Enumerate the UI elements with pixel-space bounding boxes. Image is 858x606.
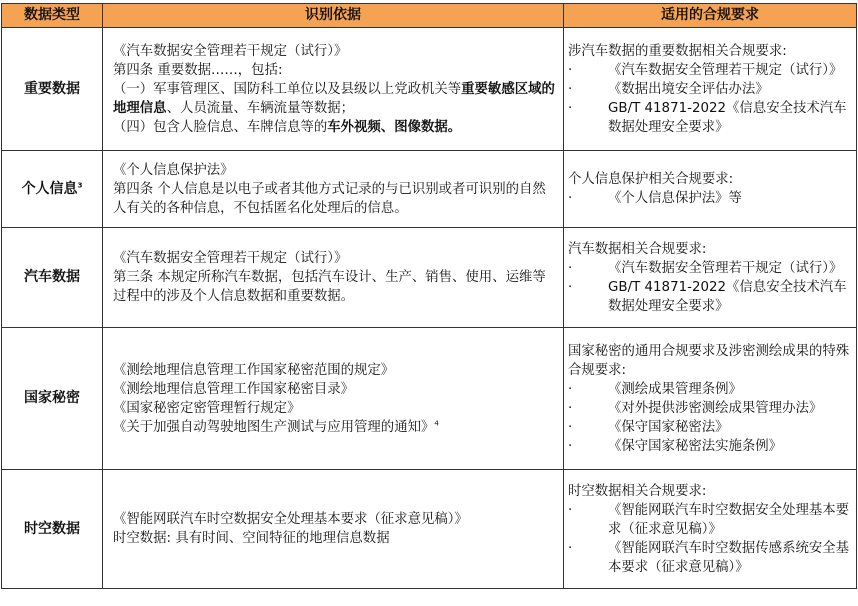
list-item bbox=[568, 61, 852, 80]
requirements-intro: 国家秘密的通用合规要求及涉密测绘成果的特殊合规要求: bbox=[568, 343, 850, 378]
basis-line bbox=[113, 80, 557, 118]
basis-line: 第四条 个人信息是以电子或者其他方式记录的与已识别或者可识别的自然人有关的各种信息，不包括匿名化处理后的信息。 bbox=[113, 181, 546, 216]
requirement-text: GB/T 41871-2022《信息安全技术汽车数据处理安全要求》 bbox=[608, 100, 847, 135]
bullet-icon: · bbox=[568, 502, 573, 518]
data-type-label: 个人信息 bbox=[21, 180, 78, 197]
basis-cell bbox=[103, 228, 564, 328]
bullet-icon: · bbox=[568, 279, 573, 295]
basis-cell bbox=[103, 470, 564, 589]
basis-text: （一）军事管理区、国防科工单位以及县级以上党政机关等 bbox=[113, 81, 462, 97]
table-row bbox=[2, 328, 857, 470]
requirements-cell bbox=[564, 328, 857, 470]
requirement-text: 《测绘成果管理条例》 bbox=[608, 381, 742, 397]
requirements-intro: 时空数据相关合规要求: bbox=[568, 483, 707, 499]
bullet-icon: · bbox=[568, 100, 573, 116]
requirement-text: 《保守国家秘密法》 bbox=[608, 419, 729, 435]
requirement-text: 《汽车数据安全管理若干规定（试行）》 bbox=[608, 62, 843, 78]
requirements-cell bbox=[564, 28, 857, 151]
basis-emphasis: 重要敏感区域的地理信息 bbox=[113, 81, 555, 116]
footnote-ref: 3 bbox=[77, 180, 83, 189]
requirement-text: 《保守国家秘密法实施条例》 bbox=[608, 438, 783, 454]
requirement-text: GB/T 41871-2022《信息安全技术汽车数据处理安全要求》 bbox=[608, 279, 847, 314]
table-row bbox=[2, 470, 857, 589]
basis-line: 《智能网联汽车时空数据安全处理基本要求（征求意见稿）》 bbox=[113, 512, 468, 527]
basis-line: 第三条 本规定所称汽车数据，包括汽车设计、生产、销售、使用、运维等过程中的涉及个人信息数据和重要数据。 bbox=[113, 270, 546, 304]
basis-line: 《汽车数据安全管理若干规定（试行）》 bbox=[113, 251, 348, 266]
basis-line: 时空数据: 具有时间、空间特征的地理信息数据 bbox=[113, 531, 390, 546]
data-type-cell: 重要数据 bbox=[2, 28, 103, 151]
list-item bbox=[568, 399, 852, 418]
requirement-text: 《智能网联汽车时空数据安全处理基本要求（征求意见稿）》 bbox=[608, 502, 850, 537]
requirement-text: 《数据出境安全评估办法》 bbox=[608, 81, 769, 97]
requirements-intro: 汽车数据相关合规要求: bbox=[568, 241, 707, 257]
list-item bbox=[568, 278, 852, 316]
bullet-icon: · bbox=[568, 419, 573, 435]
list-item bbox=[568, 539, 852, 577]
basis-line: 《测绘地理信息管理工作国家秘密范围的规定》 bbox=[113, 362, 395, 378]
bullet-icon: · bbox=[568, 438, 573, 454]
basis-line: 《汽车数据安全管理若干规定（试行）》 bbox=[113, 43, 348, 59]
table-row bbox=[2, 28, 857, 151]
basis-line: 《个人信息保护法》 bbox=[113, 162, 234, 178]
bullet-icon: · bbox=[568, 191, 573, 206]
bullet-icon: · bbox=[568, 540, 573, 556]
requirements-intro: 个人信息保护相关合规要求: bbox=[568, 172, 734, 187]
basis-text: 《关于加强自动驾驶地图生产测试与应用管理的通知》 bbox=[113, 419, 435, 435]
list-item bbox=[568, 418, 852, 437]
basis-cell bbox=[103, 151, 564, 228]
table-row bbox=[2, 228, 857, 328]
data-type-cell: 汽车数据 bbox=[2, 228, 103, 328]
basis-cell bbox=[103, 28, 564, 151]
header-data-type: 数据类型 bbox=[2, 4, 103, 28]
data-classification-table bbox=[1, 3, 857, 589]
basis-line bbox=[113, 418, 557, 437]
header-requirements: 适用的合规要求 bbox=[564, 4, 857, 28]
requirement-text: 《汽车数据安全管理若干规定（试行）》 bbox=[608, 260, 843, 276]
header-row bbox=[2, 4, 857, 28]
requirement-text: 《智能网联汽车时空数据传感系统安全基本要求（征求意见稿）》 bbox=[608, 540, 850, 575]
basis-line bbox=[113, 118, 557, 137]
basis-emphasis: 车外视频、图像数据。 bbox=[327, 119, 462, 135]
data-type-cell: 国家秘密 bbox=[2, 328, 103, 470]
list-item bbox=[568, 259, 852, 278]
requirements-cell bbox=[564, 151, 857, 228]
requirement-text: 《对外提供涉密测绘成果管理办法》 bbox=[608, 400, 823, 416]
bullet-icon: · bbox=[568, 62, 573, 78]
bullet-icon: · bbox=[568, 81, 573, 97]
basis-cell bbox=[103, 328, 564, 470]
list-item bbox=[568, 437, 852, 456]
basis-text: 、人员流量、车辆流量等数据； bbox=[166, 100, 355, 116]
data-type-cell: 时空数据 bbox=[2, 470, 103, 589]
basis-line: 第四条 重要数据……，包括: bbox=[113, 62, 283, 78]
requirement-text: 《个人信息保护法》等 bbox=[608, 191, 742, 206]
basis-text: （四）包含人脸信息、车牌信息等的 bbox=[113, 119, 328, 135]
table-row bbox=[2, 151, 857, 228]
requirements-cell bbox=[564, 470, 857, 589]
list-item bbox=[568, 380, 852, 399]
basis-line: 《国家秘密定密管理暂行规定》 bbox=[113, 400, 301, 416]
data-type-cell bbox=[2, 151, 103, 228]
bullet-icon: · bbox=[568, 260, 573, 276]
list-item bbox=[568, 189, 852, 208]
footnote-ref: 4 bbox=[434, 419, 439, 428]
list-item bbox=[568, 501, 852, 539]
header-basis: 识别依据 bbox=[103, 4, 564, 28]
requirements-cell bbox=[564, 228, 857, 328]
bullet-icon: · bbox=[568, 400, 573, 416]
bullet-icon: · bbox=[568, 381, 573, 397]
list-item bbox=[568, 99, 852, 137]
requirements-intro: 涉汽车数据的重要数据相关合规要求: bbox=[568, 43, 787, 59]
list-item bbox=[568, 80, 852, 99]
basis-line: 《测绘地理信息管理工作国家秘密目录》 bbox=[113, 381, 355, 397]
